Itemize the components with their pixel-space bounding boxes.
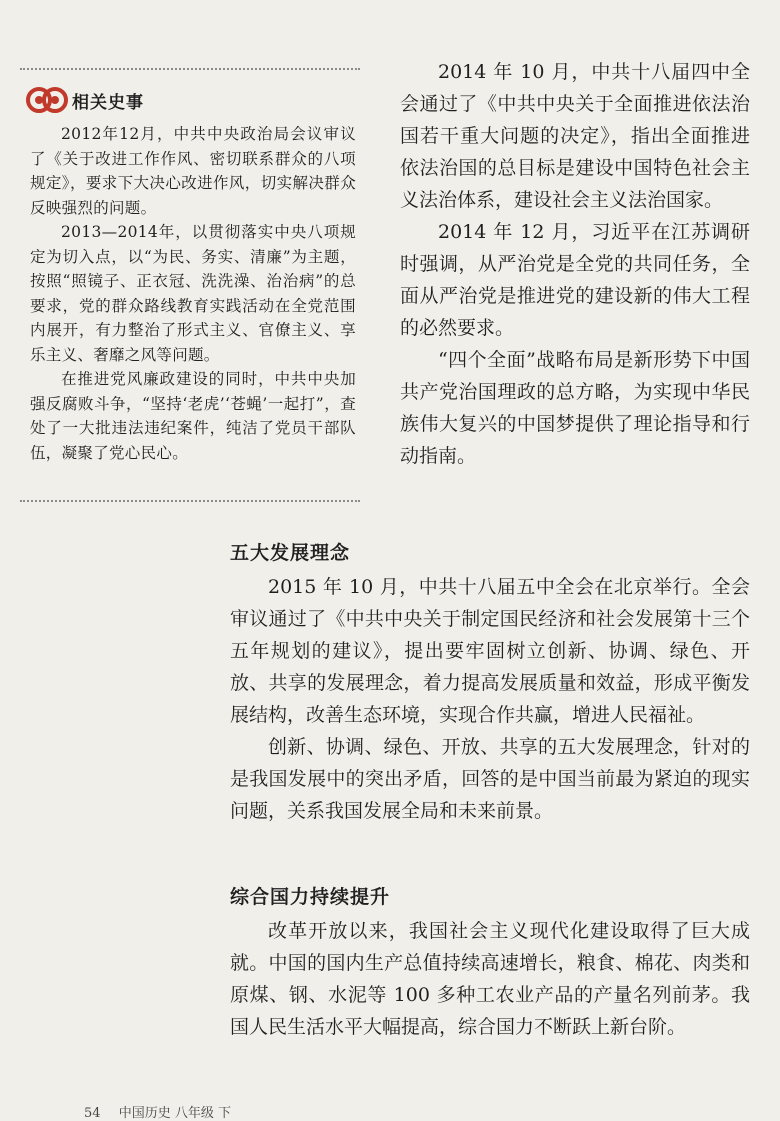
body-paragraph: 创新、协调、绿色、开放、共享的五大发展理念，针对的是我国发展中的突出矛盾，回答的是中国当前最为紧迫的现实问题，关系我国发展全局和未来前景。 xyxy=(230,736,750,822)
body-paragraph: 改革开放以来，我国社会主义现代化建设取得了巨大成就。中国的国内生产总值持续高速增长，粮食、棉花、肉类和原煤、钢、水泥等 100 多种工农业产品的产量名列前茅。我国人民生活水平大幅提高，综合国力不断跃上新台阶。 xyxy=(230,920,750,1038)
sidebar-paragraph: 2012年12月，中共中央政治局会议审议了《关于改进工作作风、密切联系群众的八项规定》，要求下大决心改进作风，切实解决群众反映强烈的问题。 xyxy=(30,125,356,217)
body-paragraph: “四个全面”战略布局是新形势下中国共产党治国理政的总方略，为实现中华民族伟大复兴的中国梦提供了理论指导和行动指南。 xyxy=(400,349,750,467)
box-title: 相关史事 xyxy=(72,92,144,113)
related-history-box xyxy=(20,68,360,502)
sidebar-paragraph: 2013—2014年，以贯彻落实中央八项规定为切入点，以“为民、务实、清廉”为主题，按照“照镜子、正衣冠、洗洗澡、治治病”的总要求，党的群众路线教育实践活动在全党范围内展开，有力整治了形式主义、官僚主义、享乐主义、奢靡之风等问题。 xyxy=(30,223,356,364)
body-paragraph: 2015 年 10 月，中共十八届五中全会在北京举行。全会审议通过了《中共中央关于制定国民经济和社会发展第十三个五年规划的建议》，提出要牢固树立创新、协调、绿色、开放、共享的发展理念，着力提高发展质量和效益，形成平衡发展结构，改善生态环境，实现合作共赢，增进人民福祉。 xyxy=(230,576,750,726)
body-paragraph: 2014 年 12 月，习近平在江苏调研时强调，从严治党是全党的共同任务，全面从严治党是推进党的建设新的伟大工程的必然要求。 xyxy=(400,221,750,339)
body-paragraph: 2014 年 10 月，中共十八届四中全会通过了《中共中央关于全面推进依法治国若干重大问题的决定》，指出全面推进依法治国的总目标是建设中国特色社会主义法治体系，建设社会主义法治国家。 xyxy=(400,61,750,211)
box-body xyxy=(30,122,356,465)
page-number: 54 xyxy=(84,1106,101,1121)
box-header xyxy=(26,80,144,120)
page-footer xyxy=(84,1102,245,1121)
section-heading: 综合国力持续提升 xyxy=(230,886,391,908)
book-title: 中国历史 八年级 下 xyxy=(118,1106,231,1121)
section-heading: 五大发展理念 xyxy=(230,542,351,564)
right-column xyxy=(400,56,750,472)
sidebar-paragraph: 在推进党风廉政建设的同时，中共中央加强反腐败斗争，“坚持‘老虎’‘苍蝇’一起打”，查处了一大批违法违纪案件，纯洁了党员干部队伍，凝聚了党心民心。 xyxy=(30,370,356,462)
section-five-concepts xyxy=(230,538,750,827)
section-national-strength xyxy=(230,882,750,1043)
swirl-logo-icon xyxy=(26,80,68,120)
